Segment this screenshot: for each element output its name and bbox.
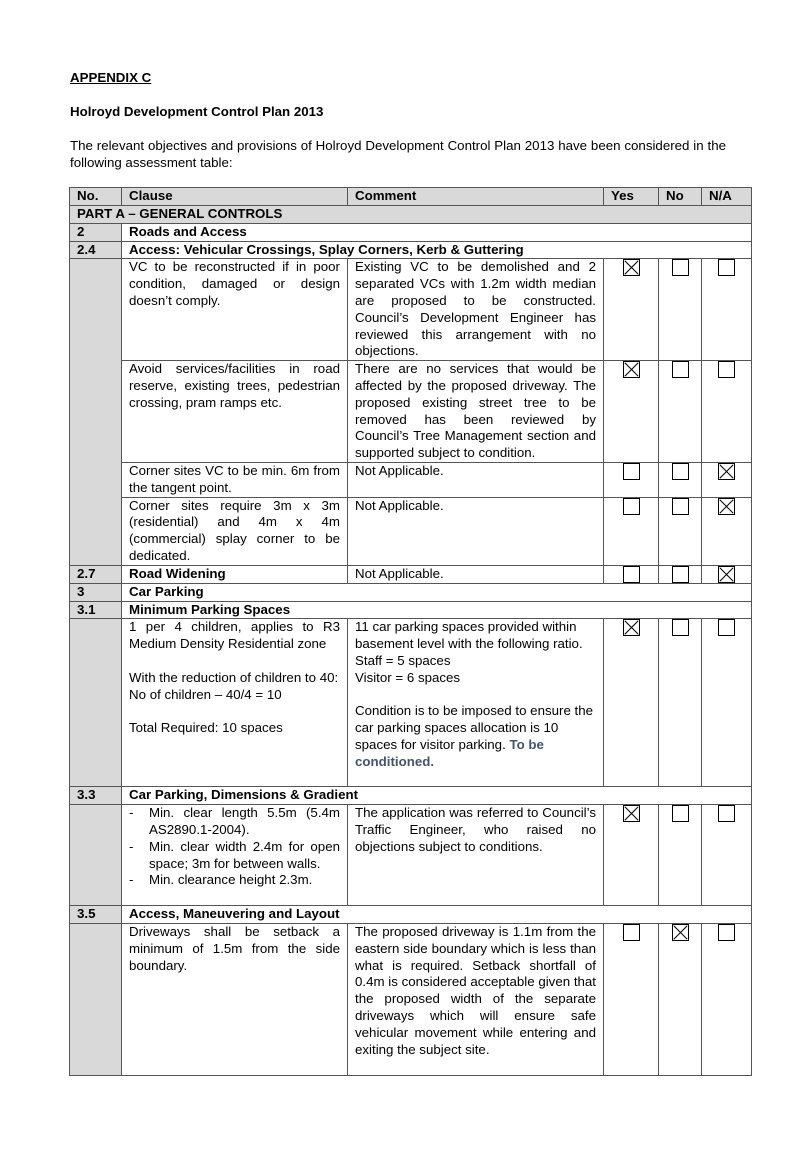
comment-text: Visitor = 6 spaces <box>355 669 461 685</box>
comment-spacer <box>355 687 596 704</box>
table-row <box>70 462 752 497</box>
section-number: 3.3 <box>70 787 122 805</box>
comment-cell <box>348 619 604 787</box>
section-number: 2.7 <box>70 565 122 583</box>
no-cell <box>659 259 702 361</box>
no-checkbox[interactable] <box>672 566 689 583</box>
table-row <box>70 619 752 787</box>
number-cell <box>70 923 122 1075</box>
no-cell <box>659 805 702 906</box>
no-cell <box>659 923 702 1075</box>
na-cell <box>702 619 752 787</box>
section-number: 3.1 <box>70 601 122 619</box>
comment-cell: There are no services that would be affected by the proposed driveway. The proposed existing street tree to be removed has been reviewed by Council’s Tree Management section and supported subject to condition. <box>348 361 604 463</box>
no-cell <box>659 497 702 565</box>
yes-checkbox[interactable] <box>623 805 640 822</box>
na-checkbox[interactable] <box>718 924 735 941</box>
yes-cell <box>604 565 659 583</box>
yes-checkbox[interactable] <box>623 619 640 636</box>
no-checkbox[interactable] <box>672 361 689 378</box>
clause-cell: Driveways shall be setback a minimum of 1.5m from the side boundary. <box>122 923 348 1075</box>
no-checkbox[interactable] <box>672 463 689 480</box>
yes-checkbox[interactable] <box>623 259 640 276</box>
section-2-row <box>70 223 752 241</box>
condition-text: Condition is to be imposed to ensure the car parking spaces allocation is 10 spaces for visitor parking. <box>355 703 594 752</box>
na-cell <box>702 361 752 463</box>
requirements-list <box>129 805 340 889</box>
section-3-row <box>70 583 752 601</box>
list-item: - Min. clear length 5.5m (5.4m AS2890.1-2004). <box>129 805 340 839</box>
section-title: Car Parking, Dimensions & Gradient <box>122 787 752 805</box>
comment-cell: Existing VC to be demolished and 2 separated VCs with 1.2m width median are proposed to be constructed. Council’s Development Engineer has reviewed this arrangement with no objections. <box>348 259 604 361</box>
comment-cell: Not Applicable. <box>348 497 604 565</box>
yes-checkbox[interactable] <box>623 498 640 515</box>
na-checkbox[interactable] <box>718 361 735 378</box>
clause-text: With the reduction of children to 40: <box>129 669 339 685</box>
yes-cell <box>604 923 659 1075</box>
na-checkbox[interactable] <box>718 463 735 480</box>
table-row <box>70 361 752 463</box>
section-number: 2.4 <box>70 241 122 259</box>
section-title: Access, Maneuvering and Layout <box>122 906 752 924</box>
no-cell <box>659 361 702 463</box>
yes-checkbox[interactable] <box>623 566 640 583</box>
comment-cell: Not Applicable. <box>348 462 604 497</box>
section-title: Access: Vehicular Crossings, Splay Corners, Kerb & Guttering <box>122 241 752 259</box>
clause-text: No of children – 40/4 = 10 <box>129 686 282 702</box>
table-row <box>70 259 752 361</box>
no-checkbox[interactable] <box>672 498 689 515</box>
section-title: Car Parking <box>122 583 752 601</box>
no-checkbox[interactable] <box>672 259 689 276</box>
no-checkbox[interactable] <box>672 924 689 941</box>
section-3-1-row <box>70 601 752 619</box>
clause-cell <box>122 805 348 906</box>
na-cell <box>702 259 752 361</box>
col-header-yes: Yes <box>604 188 659 206</box>
conditioned-note: To be conditioned. <box>355 736 544 769</box>
na-cell <box>702 805 752 906</box>
na-checkbox[interactable] <box>718 619 735 636</box>
list-item: - Min. clearance height 2.3m. <box>129 872 340 889</box>
na-cell <box>702 923 752 1075</box>
number-cell <box>70 619 122 787</box>
col-header-clause: Clause <box>122 188 348 206</box>
number-cell <box>70 259 122 565</box>
clause-spacer <box>129 653 340 670</box>
col-header-no: No. <box>70 188 122 206</box>
clause-text: 1 per 4 children, applies to R3 Medium Density Residential zone <box>129 619 340 652</box>
clause-cell: Corner sites VC to be min. 6m from the tangent point. <box>122 462 348 497</box>
na-checkbox[interactable] <box>718 805 735 822</box>
comment-text: 11 car parking spaces provided within basement level with the following ratio. <box>355 619 583 652</box>
section-3-5-row <box>70 906 752 924</box>
intro-paragraph: The relevant objectives and provisions of Holroyd Development Control Plan 2013 have been considered in the following assessment table: <box>70 138 726 170</box>
yes-cell <box>604 619 659 787</box>
comment-cell: Not Applicable. <box>348 565 604 583</box>
na-checkbox[interactable] <box>718 498 735 515</box>
section-title: Roads and Access <box>122 223 752 241</box>
no-checkbox[interactable] <box>672 805 689 822</box>
na-checkbox[interactable] <box>718 566 735 583</box>
na-checkbox[interactable] <box>718 259 735 276</box>
section-title: Road Widening <box>122 565 348 583</box>
table-row <box>70 923 752 1075</box>
comment-text <box>355 703 596 770</box>
col-header-na: N/A <box>702 188 752 206</box>
yes-checkbox[interactable] <box>623 361 640 378</box>
part-a-row <box>70 206 752 224</box>
yes-cell <box>604 462 659 497</box>
no-cell <box>659 462 702 497</box>
comment-cell: The application was referred to Council’s Traffic Engineer, who raised no objections subject to conditions. <box>348 805 604 906</box>
col-header-no-col: No <box>659 188 702 206</box>
col-header-comment: Comment <box>348 188 604 206</box>
table-row <box>70 805 752 906</box>
table-header-row <box>70 188 752 206</box>
section-2-4-row <box>70 241 752 259</box>
na-cell <box>702 462 752 497</box>
appendix-heading: APPENDIX C <box>70 70 152 85</box>
na-cell <box>702 497 752 565</box>
document-title: Holroyd Development Control Plan 2013 <box>70 104 324 119</box>
clause-text: Total Required: 10 spaces <box>129 720 283 736</box>
yes-cell <box>604 805 659 906</box>
yes-cell <box>604 259 659 361</box>
clause-cell: Avoid services/facilities in road reserve, existing trees, pedestrian crossing, pram ramps etc. <box>122 361 348 463</box>
clause-spacer <box>129 703 340 720</box>
yes-checkbox[interactable] <box>623 463 640 480</box>
yes-cell <box>604 497 659 565</box>
yes-cell <box>604 361 659 463</box>
no-checkbox[interactable] <box>672 619 689 636</box>
assessment-table <box>69 187 752 1076</box>
section-3-3-row <box>70 787 752 805</box>
yes-checkbox[interactable] <box>623 924 640 941</box>
section-number: 3.5 <box>70 906 122 924</box>
section-number: 3 <box>70 583 122 601</box>
list-item: - Min. clear width 2.4m for open space; 3m for between walls. <box>129 839 340 873</box>
section-number: 2 <box>70 223 122 241</box>
no-cell <box>659 619 702 787</box>
clause-cell: Corner sites require 3m x 3m (residential) and 4m x 4m (commercial) splay corner to be dedicated. <box>122 497 348 565</box>
section-title: Minimum Parking Spaces <box>122 601 752 619</box>
table-row <box>70 497 752 565</box>
no-cell <box>659 565 702 583</box>
table-row <box>70 565 752 583</box>
comment-text: Staff = 5 spaces <box>355 652 451 668</box>
number-cell <box>70 805 122 906</box>
na-cell <box>702 565 752 583</box>
comment-cell: The proposed driveway is 1.1m from the eastern side boundary which is less than what is required. Setback shortfall of 0.4m is considered acceptable given that the proposed width of the separate driveways which will ensure safe vehicular movement while entering and exiting the subject site. <box>348 923 604 1075</box>
part-a-title: PART A – GENERAL CONTROLS <box>70 206 752 224</box>
clause-cell: VC to be reconstructed if in poor condition, damaged or design doesn’t comply. <box>122 259 348 361</box>
clause-cell <box>122 619 348 787</box>
